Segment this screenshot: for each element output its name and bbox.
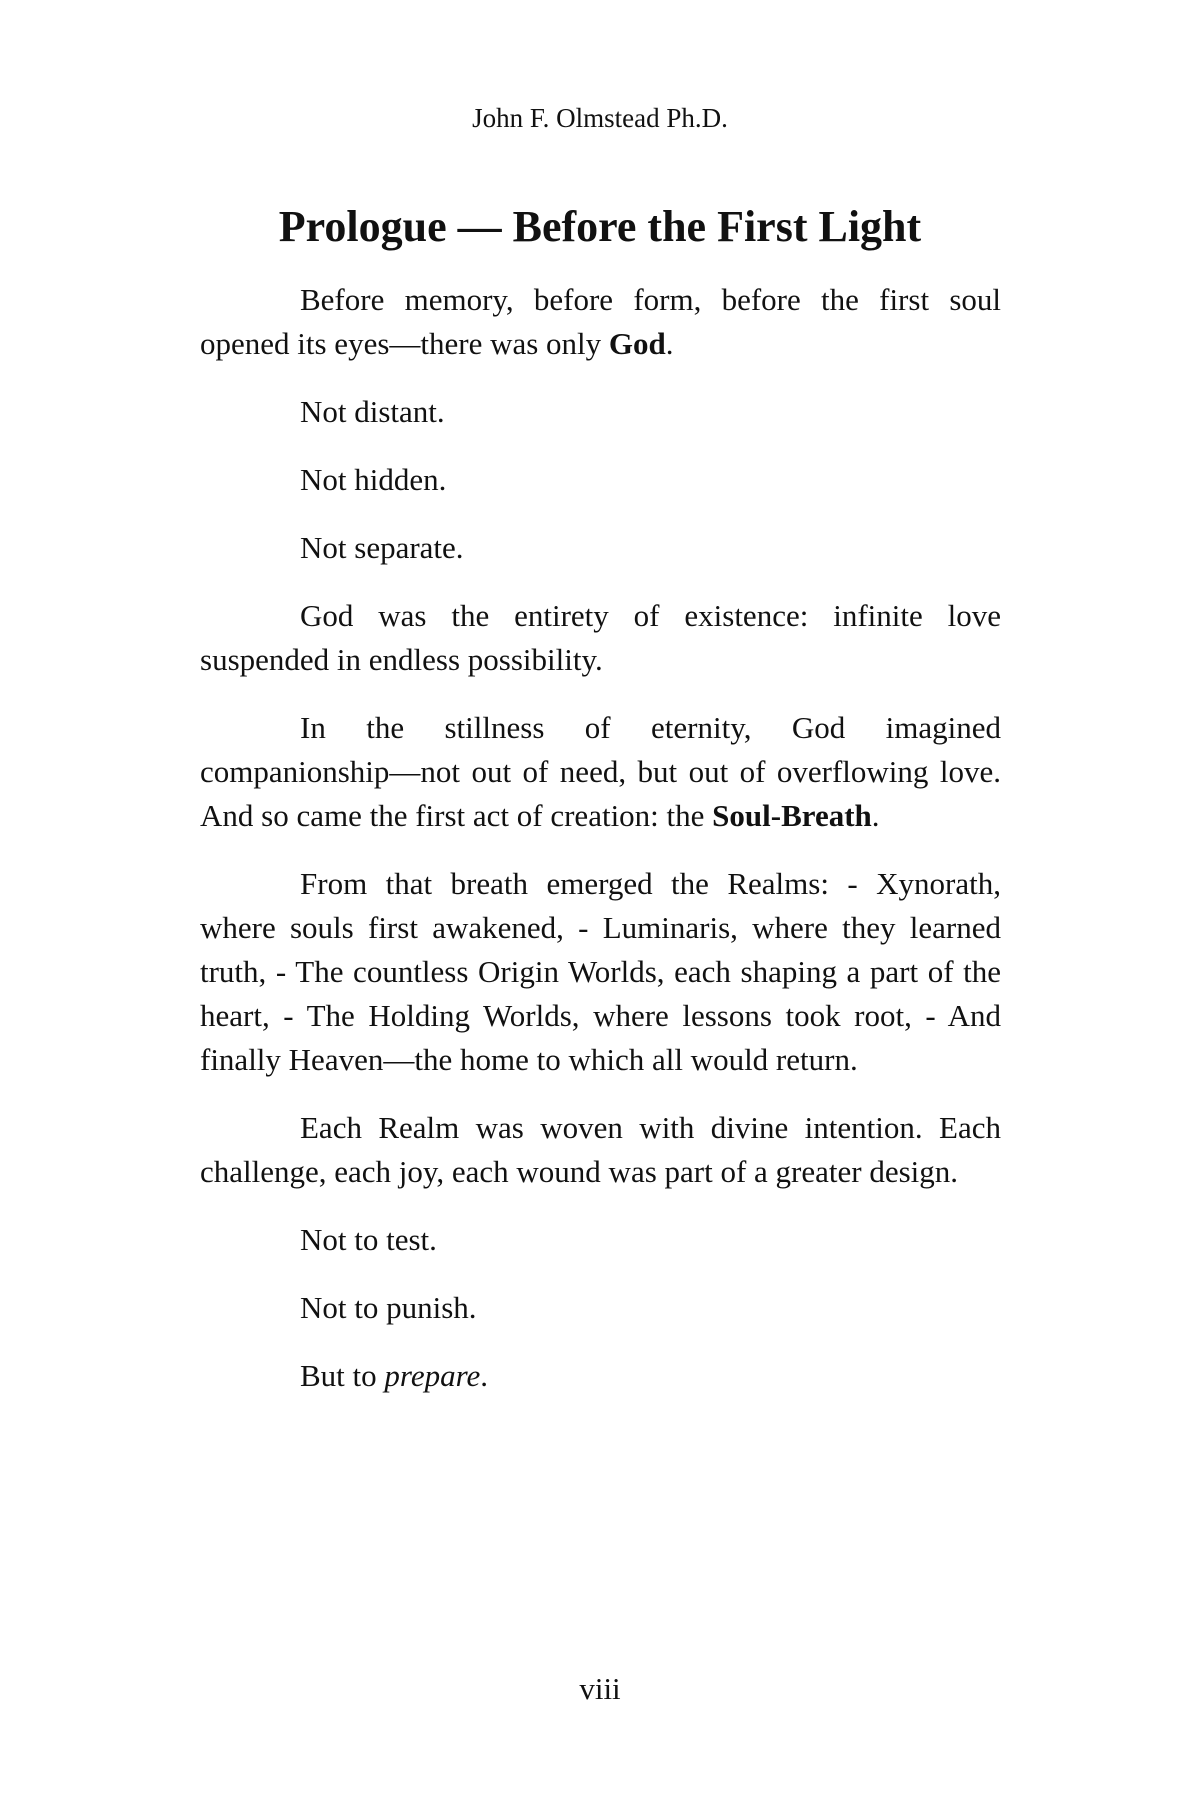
paragraph-11 — [200, 1354, 1001, 1398]
page-number: viii — [579, 1671, 621, 1706]
paragraph-6-end: . — [871, 798, 880, 833]
paragraph-1-end: . — [665, 326, 674, 361]
paragraph-2: Not distant. — [300, 394, 445, 429]
paragraph-6 — [200, 706, 1001, 838]
paragraph-5: God was the entirety of existence: infinite love suspended in endless possibility. — [200, 598, 1001, 677]
paragraph-6-bold: Soul-Breath — [712, 798, 872, 833]
paragraph-11-end: . — [480, 1358, 489, 1393]
body-text — [200, 278, 1001, 1422]
paragraph-10: Not to punish. — [300, 1290, 477, 1325]
paragraph-1 — [200, 278, 1001, 366]
running-header-author: John F. Olmstead Ph.D. — [472, 103, 728, 133]
paragraph-3: Not hidden. — [300, 462, 447, 497]
paragraph-4: Not separate. — [300, 530, 464, 565]
paragraph-8: Each Realm was woven with divine intention. Each challenge, each joy, each wound was part of a greater design. — [200, 1110, 1001, 1189]
paragraph-6-text: In the stillness of eternity, God imagined companionship—not out of need, but out of overflowing love. And so came the first act of creation: the — [200, 710, 1001, 833]
chapter-title: Prologue — Before the First Light — [278, 202, 922, 251]
paragraph-1-bold: God — [608, 326, 666, 361]
paragraph-1-text: Before memory, before form, before the first soul opened its eyes—there was only — [200, 282, 1001, 361]
paragraph-7: From that breath emerged the Realms: - Xynorath, where souls first awakened, - Luminaris, where they learned truth, - The countless Origin Worlds, each shaping a part of the heart, - The Holding Worlds, where lessons took root, - And finally Heaven—the home to which all would return. — [200, 866, 1001, 1077]
paragraph-11-italic: prepare — [384, 1358, 481, 1393]
paragraph-9: Not to test. — [300, 1222, 437, 1257]
paragraph-11-text: But to — [300, 1358, 385, 1393]
